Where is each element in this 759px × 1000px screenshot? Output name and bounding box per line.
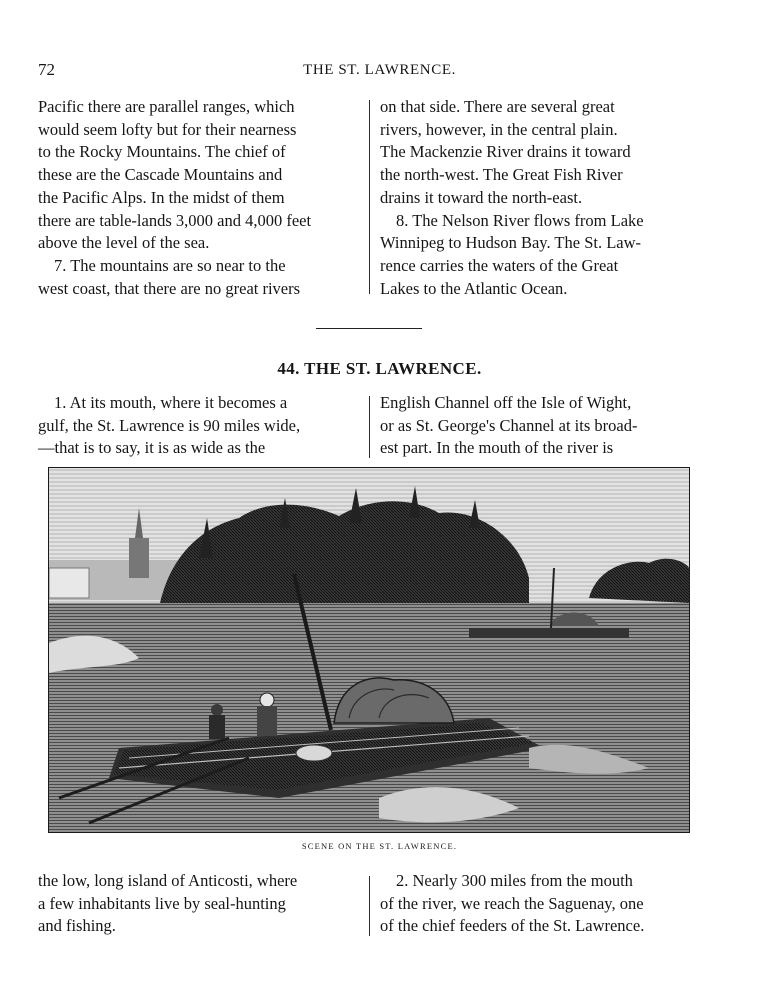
paragraph-line: 7. The mountains are so near to the: [54, 255, 286, 275]
paragraph-line: est part. In the mouth of the river is: [380, 438, 614, 458]
raft-river-scene: [49, 468, 689, 832]
bottom-left-column: [38, 870, 360, 938]
paragraph-line: Winnipeg to Hudson Bay. The St. Law-: [380, 233, 642, 253]
paragraph-line: west coast, that there are no great rivers: [38, 278, 301, 298]
paragraph-line: 8. The Nelson River flows from Lake: [396, 210, 644, 230]
paragraph-line: or as St. George's Channel at its broad-: [380, 415, 638, 435]
engraving-illustration: [48, 467, 690, 833]
paragraph-line: 2. Nearly 300 miles from the mouth: [396, 871, 633, 890]
bottom-right-column: [380, 870, 697, 938]
running-head: THE ST. LAWRENCE.: [303, 62, 456, 78]
paragraph-line: rence carries the waters of the Great: [380, 255, 619, 275]
middle-left-column: [38, 392, 360, 460]
paragraph-line: there are table-lands 3,000 and 4,000 feet: [38, 210, 312, 230]
paragraph-line: to the Rocky Mountains. The chief of: [38, 142, 286, 162]
paragraph-line: of the chief feeders of the St. Lawrence.: [380, 916, 645, 936]
top-left-column: [38, 96, 360, 300]
paragraph-line: of the river, we reach the Saguenay, one: [380, 893, 644, 913]
paragraph-line: and fishing.: [38, 916, 116, 936]
paragraph-line: above the level of the sea.: [38, 233, 210, 253]
paragraph-line: would seem lofty but for their nearness: [38, 119, 297, 139]
paragraph-line: a few inhabitants live by seal-hunting: [38, 893, 286, 913]
paragraph-line: 1. At its mouth, where it becomes a: [54, 393, 288, 412]
middle-right-column: [380, 392, 697, 460]
page-number: 72: [38, 60, 55, 79]
top-right-column: [380, 96, 697, 300]
column-divider: [369, 396, 370, 458]
paragraph-line: the low, long island of Anticosti, where: [38, 871, 298, 890]
paragraph-line: these are the Cascade Mountains and: [38, 165, 283, 185]
paragraph-line: drains it toward the north-east.: [380, 187, 583, 207]
column-divider: [369, 876, 370, 936]
paragraph-line: —that is to say, it is as wide as the: [38, 438, 266, 458]
column-divider: [369, 100, 370, 294]
section-title: 44. THE ST. LAWRENCE.: [277, 359, 482, 378]
paragraph-line: Pacific there are parallel ranges, which: [38, 97, 295, 116]
paragraph-line: The Mackenzie River drains it toward: [380, 142, 631, 162]
paragraph-line: on that side. There are several great: [380, 97, 615, 116]
paragraph-line: English Channel off the Isle of Wight,: [380, 393, 632, 412]
figure-caption: SCENE ON THE ST. LAWRENCE.: [301, 841, 458, 851]
paragraph-line: rivers, however, in the central plain.: [380, 119, 618, 139]
paragraph-line: gulf, the St. Lawrence is 90 miles wide,: [38, 415, 301, 435]
paragraph-line: Lakes to the Atlantic Ocean.: [380, 278, 568, 298]
section-rule: [316, 328, 422, 329]
paragraph-line: the Pacific Alps. In the midst of them: [38, 187, 285, 207]
paragraph-line: the north-west. The Great Fish River: [380, 165, 623, 185]
